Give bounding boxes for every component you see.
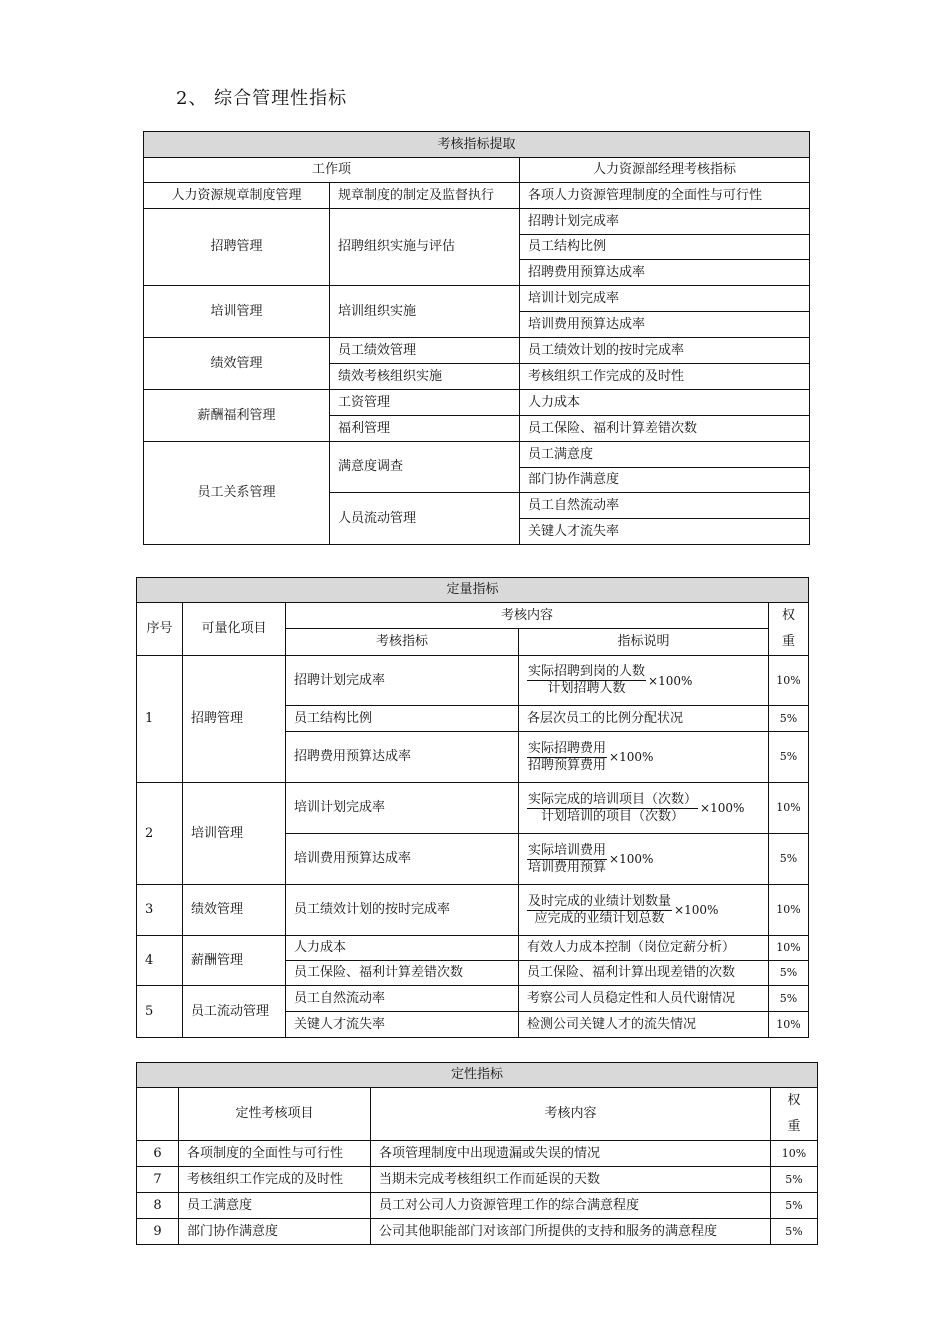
item-cell: 培训管理: [183, 783, 286, 885]
column-header-metric: 人力资源部经理考核指标: [520, 158, 810, 183]
metric-cell: 培训计划完成率: [520, 286, 810, 312]
task-cell: 绩效考核组织实施: [330, 364, 520, 390]
metric-cell: 员工绩效计划的按时完成率: [286, 885, 519, 936]
formula-cell: [519, 834, 769, 885]
section-heading: 2、 综合管理性指标: [176, 88, 348, 109]
column-header-item: 可量化项目: [183, 603, 286, 656]
work-area-cell: 招聘管理: [144, 209, 330, 286]
row-number: 4: [137, 936, 183, 986]
content-cell: 公司其他职能部门对该部门所提供的支持和服务的满意程度: [371, 1219, 771, 1245]
table-title: 定量指标: [137, 578, 809, 603]
metric-cell: 人力成本: [520, 390, 810, 416]
column-header-content: 考核内容: [286, 603, 769, 629]
qualitative-indicator-table: [136, 1062, 818, 1245]
work-area-cell: 薪酬福利管理: [144, 390, 330, 442]
weight-cell: 5%: [769, 961, 809, 986]
formula-multiplier: ×100%: [648, 673, 693, 688]
weight-cell: 10%: [771, 1141, 818, 1167]
task-cell: 招聘组织实施与评估: [330, 209, 520, 286]
column-header-work: 工作项: [144, 158, 520, 183]
indicator-extraction-table: [143, 131, 810, 545]
metric-cell: 招聘费用预算达成率: [520, 260, 810, 286]
table-title: 定性指标: [137, 1063, 818, 1088]
item-cell: 员工流动管理: [183, 986, 286, 1038]
task-cell: 福利管理: [330, 416, 520, 442]
weight-cell: 10%: [769, 783, 809, 834]
metric-cell: 培训费用预算达成率: [520, 312, 810, 338]
metric-cell: 员工保险、福利计算差错次数: [520, 416, 810, 442]
formula-numerator: 实际招聘到岗的人数: [528, 664, 646, 679]
formula-denominator: 应完成的业绩计划总数: [534, 910, 665, 926]
metric-cell: 员工满意度: [520, 442, 810, 468]
weight-cell: 5%: [771, 1193, 818, 1219]
row-number: 8: [137, 1193, 179, 1219]
metric-cell: 员工结构比例: [520, 235, 810, 260]
weight-cell: 10%: [769, 656, 809, 706]
work-area-cell: 绩效管理: [144, 338, 330, 390]
item-cell: 绩效管理: [183, 885, 286, 936]
row-number: 3: [137, 885, 183, 936]
metric-cell: 各项人力资源管理制度的全面性与可行性: [520, 183, 810, 209]
formula-multiplier: ×100%: [700, 801, 745, 815]
task-cell: 工资管理: [330, 390, 520, 416]
desc-cell: 考察公司人员稳定性和人员代谢情况: [519, 986, 769, 1012]
column-header-metric: 考核指标: [286, 629, 519, 656]
item-cell: 各项制度的全面性与可行性: [179, 1141, 371, 1167]
desc-cell: 有效人力成本控制（岗位定薪分析）: [519, 936, 769, 961]
column-header-no: 序号: [137, 603, 183, 656]
work-area-cell: 员工关系管理: [144, 442, 330, 545]
formula-multiplier: ×100%: [609, 750, 654, 764]
formula-denominator: 计划培训的项目（次数）: [541, 808, 685, 824]
column-header-no: [137, 1088, 179, 1141]
row-number: 1: [137, 656, 183, 783]
metric-cell: 培训费用预算达成率: [286, 834, 519, 885]
content-cell: 员工对公司人力资源管理工作的综合满意程度: [371, 1193, 771, 1219]
formula-multiplier: ×100%: [674, 903, 719, 917]
metric-cell: 人力成本: [286, 936, 519, 961]
metric-cell: 员工自然流动率: [286, 986, 519, 1012]
formula-numerator: 实际招聘费用: [528, 740, 607, 756]
row-number: 6: [137, 1141, 179, 1167]
item-cell: 员工满意度: [179, 1193, 371, 1219]
item-cell: 部门协作满意度: [179, 1219, 371, 1245]
content-cell: 各项管理制度中出现遗漏或失误的情况: [371, 1141, 771, 1167]
metric-cell: 员工自然流动率: [520, 493, 810, 519]
task-cell: 人员流动管理: [330, 493, 520, 545]
formula-cell: [519, 732, 769, 783]
row-number: 9: [137, 1219, 179, 1245]
metric-cell: 考核组织工作完成的及时性: [520, 364, 810, 390]
metric-cell: 招聘计划完成率: [520, 209, 810, 235]
column-header-weight: 权 重: [771, 1088, 818, 1141]
item-cell: 考核组织工作完成的及时性: [179, 1167, 371, 1193]
row-number: 2: [137, 783, 183, 885]
formula-denominator: 计划招聘人数: [547, 681, 626, 696]
metric-cell: 员工保险、福利计算差错次数: [286, 961, 519, 986]
task-cell: 培训组织实施: [330, 286, 520, 338]
quantitative-indicator-table: [136, 577, 809, 1038]
weight-cell: 5%: [769, 732, 809, 783]
desc-cell: 检测公司关键人才的流失情况: [519, 1012, 769, 1038]
work-area-cell: 培训管理: [144, 286, 330, 338]
metric-cell: 关键人才流失率: [286, 1012, 519, 1038]
weight-cell: 10%: [769, 885, 809, 936]
formula-denominator: 培训费用预算: [528, 859, 607, 875]
column-header-content: 考核内容: [371, 1088, 771, 1141]
task-cell: 员工绩效管理: [330, 338, 520, 364]
weight-cell: 10%: [769, 1012, 809, 1038]
formula-cell: [519, 885, 769, 936]
weight-cell: 5%: [771, 1219, 818, 1245]
content-cell: 当期未完成考核组织工作而延误的天数: [371, 1167, 771, 1193]
column-header-desc: 指标说明: [519, 629, 769, 656]
metric-cell: 员工绩效计划的按时完成率: [520, 338, 810, 364]
weight-cell: 5%: [771, 1167, 818, 1193]
metric-cell: 招聘费用预算达成率: [286, 732, 519, 783]
formula-multiplier: ×100%: [609, 852, 654, 866]
item-cell: 薪酬管理: [183, 936, 286, 986]
task-cell: 规章制度的制定及监督执行: [330, 183, 520, 209]
work-area-cell: 人力资源规章制度管理: [144, 183, 330, 209]
weight-cell: 5%: [769, 706, 809, 732]
row-number: 5: [137, 986, 183, 1038]
weight-cell: 5%: [769, 986, 809, 1012]
metric-cell: 招聘计划完成率: [286, 656, 519, 706]
row-number: 7: [137, 1167, 179, 1193]
formula-numerator: 及时完成的业绩计划数量: [528, 893, 672, 909]
column-header-weight: 权 重: [769, 603, 809, 656]
metric-cell: 培训计划完成率: [286, 783, 519, 834]
metric-cell: 员工结构比例: [286, 706, 519, 732]
formula-numerator: 实际完成的培训项目（次数）: [528, 791, 698, 807]
weight-cell: 10%: [769, 936, 809, 961]
column-header-item: 定性考核项目: [179, 1088, 371, 1141]
formula-cell: [519, 783, 769, 834]
metric-cell: 部门协作满意度: [520, 468, 810, 493]
formula-numerator: 实际培训费用: [528, 842, 607, 858]
formula-denominator: 招聘预算费用: [528, 757, 607, 773]
weight-cell: 5%: [769, 834, 809, 885]
task-cell: 满意度调查: [330, 442, 520, 493]
desc-cell: 各层次员工的比例分配状况: [519, 706, 769, 732]
item-cell: 招聘管理: [183, 656, 286, 783]
table-title: 考核指标提取: [144, 132, 810, 158]
formula-cell: [519, 656, 769, 706]
metric-cell: 关键人才流失率: [520, 519, 810, 545]
desc-cell: 员工保险、福利计算出现差错的次数: [519, 961, 769, 986]
